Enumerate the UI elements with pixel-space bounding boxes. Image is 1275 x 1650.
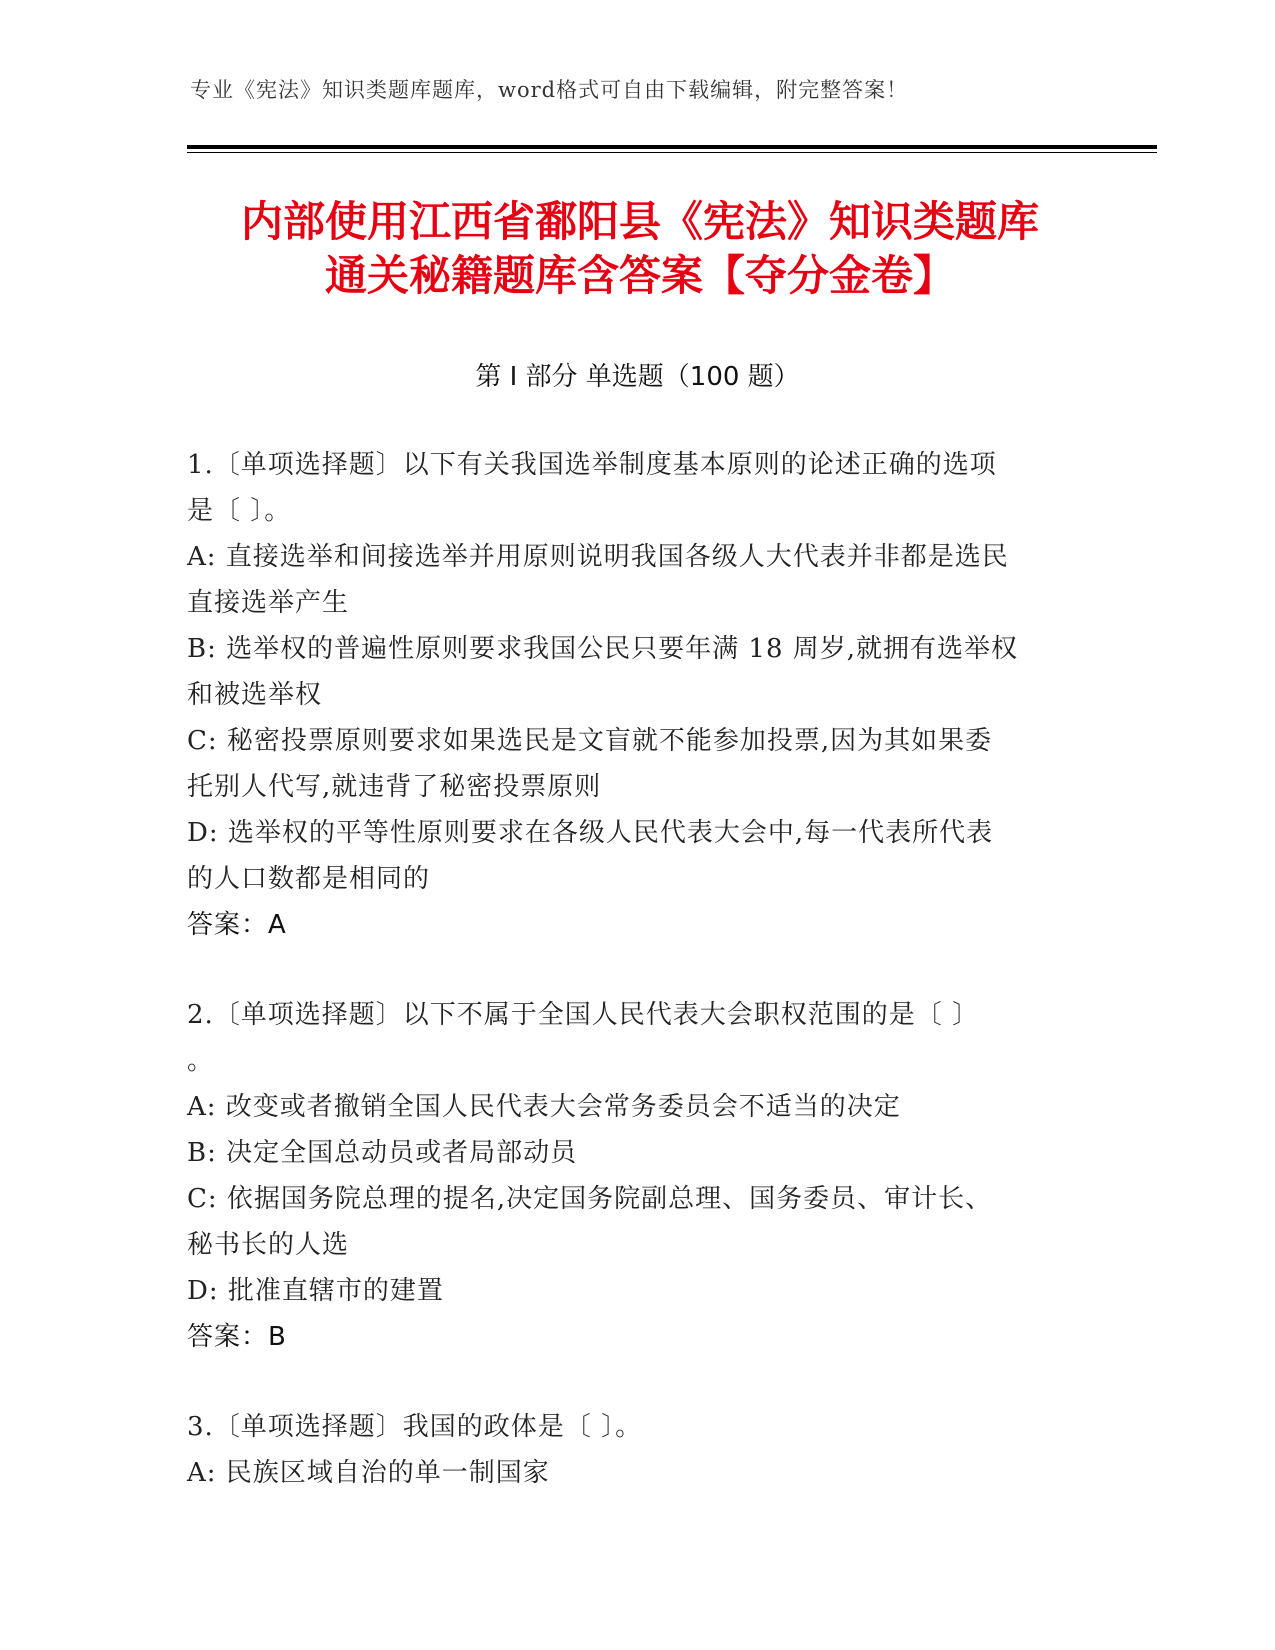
header-rule-thin [187,152,1157,153]
option-line: D: 批准直辖市的建置 [187,1276,444,1306]
question-spacer [187,1360,1087,1404]
answer-line: 答案：A [187,910,287,940]
option-line: A: 直接选举和间接选举并用原则说明我国各级人大代表并非都是选民 [187,542,1009,572]
question-stem-line: 2.〔单项选择题〕以下不属于全国人民代表大会职权范围的是〔 〕 [187,1000,980,1030]
page-header: 专业《宪法》知识类题库题库，word格式可自由下载编辑，附完整答案！ [190,78,909,102]
question-stem-line: 3.〔单项选择题〕我国的政体是〔 〕。 [187,1412,643,1442]
option-line: 的人口数都是相同的 [187,864,431,894]
question-3 [187,1404,1087,1496]
question-1 [187,442,1087,948]
option-line: B: 决定全国总动员或者局部动员 [187,1138,578,1168]
option-line: C: 依据国务院总理的提名,决定国务院副总理、国务委员、审计长、 [187,1184,993,1214]
question-list [187,442,1087,1496]
document-title [190,195,1090,303]
header-rule-thick [187,145,1157,149]
title-line-2: 通关秘籍题库含答案【夺分金卷】 [324,251,955,300]
question-stem-line: 。 [187,1046,215,1076]
question-2 [187,992,1087,1360]
option-line: 和被选举权 [187,680,323,710]
option-line: C: 秘密投票原则要求如果选民是文盲就不能参加投票,因为其如果委 [187,726,993,756]
option-line: A: 民族区域自治的单一制国家 [187,1458,550,1488]
answer-line: 答案：B [187,1322,287,1352]
option-line: B: 选举权的普遍性原则要求我国公民只要年满 18 周岁,就拥有选举权 [187,634,1019,664]
title-line-1: 内部使用江西省鄱阳县《宪法》知识类题库 [240,197,1039,246]
question-spacer [187,948,1087,992]
option-line: A: 改变或者撤销全国人民代表大会常务委员会不适当的决定 [187,1092,901,1122]
option-line: 直接选举产生 [187,588,350,618]
option-line: 秘书长的人选 [187,1230,350,1260]
question-stem-line: 1.〔单项选择题〕以下有关我国选举制度基本原则的论述正确的选项 [187,450,997,480]
option-line: D: 选举权的平等性原则要求在各级人民代表大会中,每一代表所代表 [187,818,994,848]
section-heading: 第 I 部分 单选题（100 题） [475,362,800,392]
option-line: 托别人代写,就违背了秘密投票原则 [187,772,602,802]
question-stem-line: 是〔 〕。 [187,496,292,526]
